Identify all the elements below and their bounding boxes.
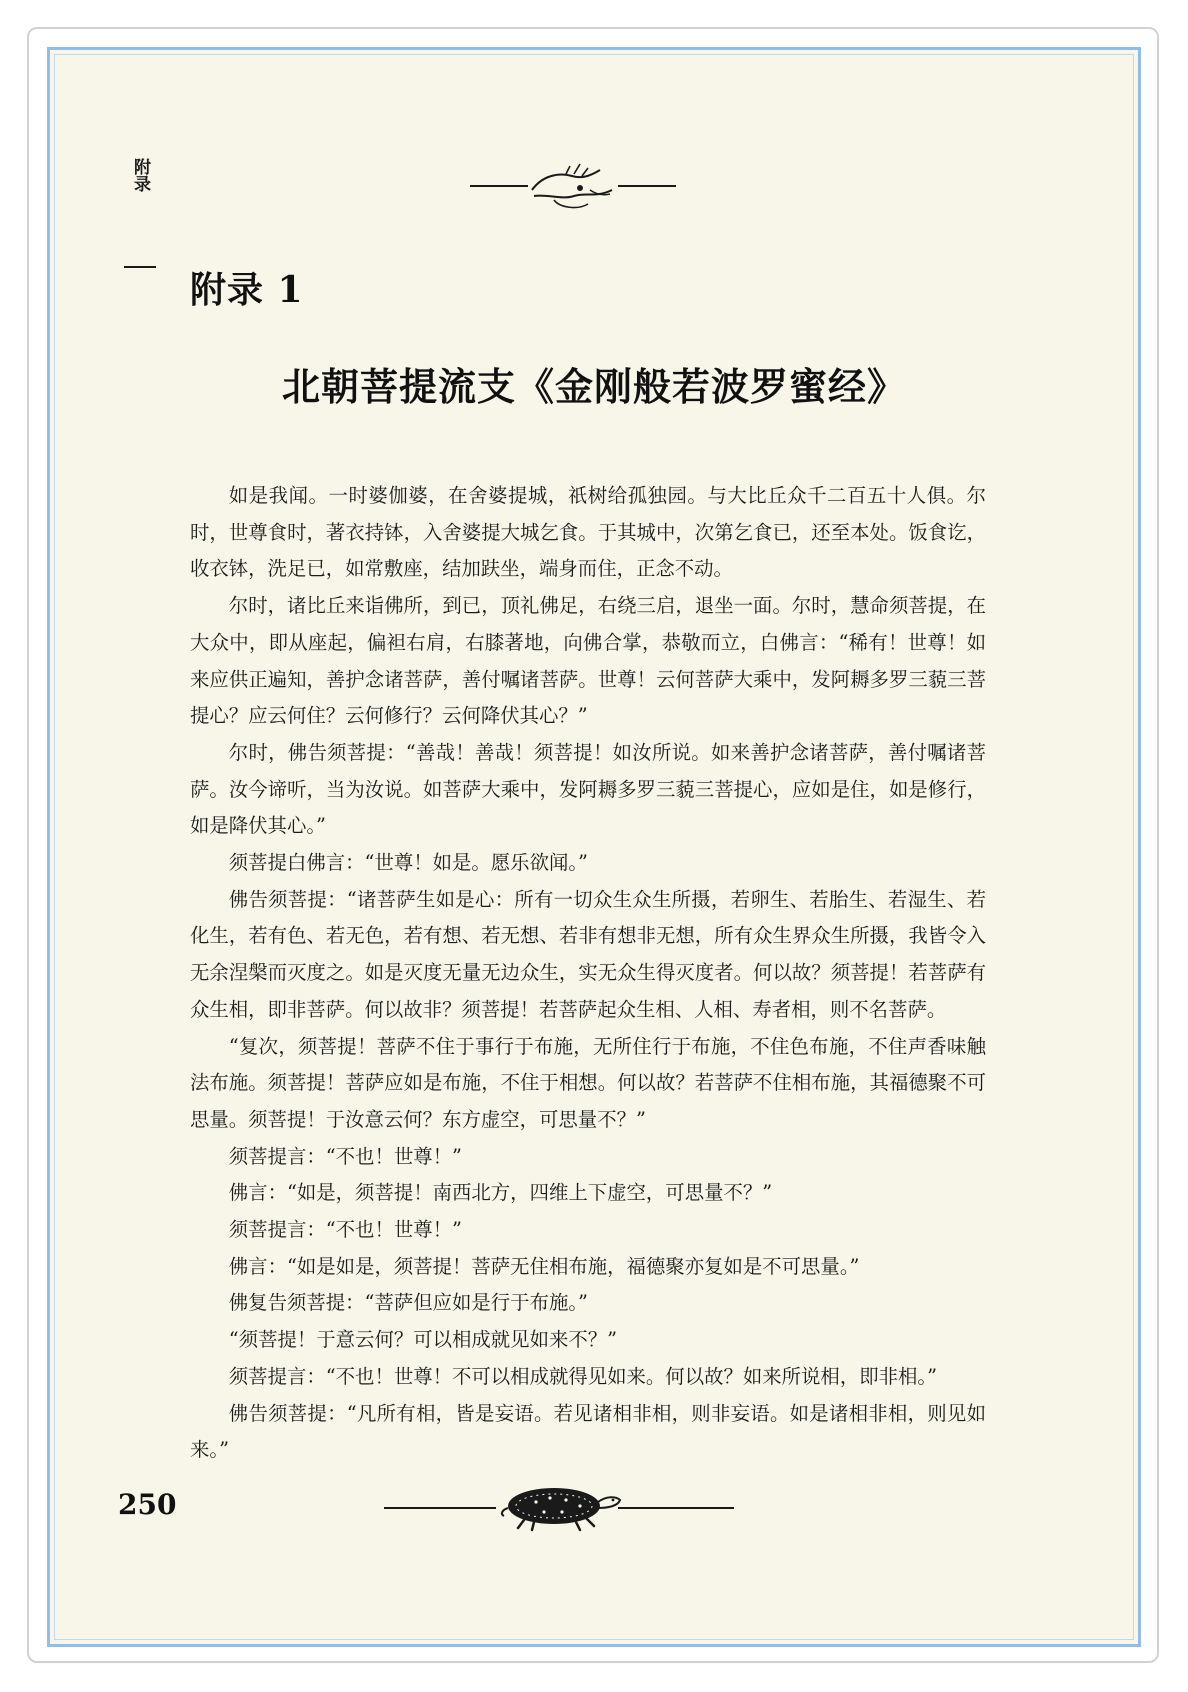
paragraph: 佛告须菩提：“诸菩萨生如是心：所有一切众生众生所摄，若卵生、若胎生、若湿生、若化生，若有色、若无色，若有想、若无想、若非有想非无想，所有众生界众生所摄，我皆令入无余涅槃而灭度之。如是灭度无量无边众生，实无众生得灭度者。何以故？须菩提！若菩萨有众生相，即非菩萨。何以故非？须菩提！若菩萨起众生相、人相、寿者相，则不名菩萨。 — [190, 887, 986, 1021]
paragraph: 如是我闻。一时婆伽婆，在舍婆提城，祇树给孤独园。与大比丘众千二百五十人俱。尔时，世尊食时，著衣持钵，入舍婆提大城乞食。于其城中，次第乞食已，还至本处。饭食讫，收衣钵，洗足已，如常敷座，结加趺坐，端身而住，正念不动。 — [190, 484, 986, 581]
page-number: 250 — [118, 1488, 177, 1521]
hands-ornament-icon — [470, 160, 676, 212]
paragraph: 佛言：“如是如是，须菩提！菩萨无住相布施，福德聚亦复如是不可思量。” — [228, 1254, 860, 1278]
paragraph: 尔时，诸比丘来诣佛所，到已，顶礼佛足，右绕三启，退坐一面。尔时，慧命须菩提，在大众中，即从座起，偏袒右肩，右膝著地，向佛合掌，恭敬而立，白佛言：“稀有！世尊！如来应供正遍知，善护念诸菩萨，善付嘱诸菩萨。世尊！云何菩萨大乘中，发阿耨多罗三藐三菩提心？应云何住？云何修行？云何降伏其心？” — [190, 594, 986, 728]
page-title: 北朝菩提流支《金刚般若波罗蜜经》 — [281, 364, 906, 409]
side-tab-label: 附录 — [130, 158, 150, 192]
appendix-label: 附录 1 — [190, 269, 304, 311]
paragraph: “须菩提！于意云何？可以相成就见如来不？” — [228, 1328, 618, 1352]
paragraph: 须菩提言：“不也！世尊！” — [228, 1218, 462, 1242]
paragraph: 佛告须菩提：“凡所有相，皆是妄语。若见诸相非相，则非妄语。如是诸相非相，则见如来。” — [190, 1401, 986, 1462]
paragraph: 佛言：“如是，须菩提！南西北方，四维上下虚空，可思量不？” — [228, 1181, 773, 1205]
paragraph: 须菩提言：“不也！世尊！” — [228, 1144, 462, 1168]
paragraph: 尔时，佛告须菩提：“善哉！善哉！须菩提！如汝所说。如来善护念诸菩萨，善付嘱诸菩萨。汝今谛听，当为汝说。如菩萨大乘中，发阿耨多罗三藐三菩提心，应如是住，如是修行，如是降伏其心。” — [190, 740, 986, 838]
paragraph: 须菩提白佛言：“世尊！如是。愿乐欲闻。” — [228, 851, 588, 875]
paragraph: 须菩提言：“不也！世尊！不可以相成就得见如来。何以故？如来所说相，即非相。” — [228, 1364, 937, 1388]
paragraph: “复次，须菩提！菩萨不住于事行于布施，无所住行于布施，不住色布施，不住声香味触法布施。须菩提！菩萨应如是布施，不住于相想。何以故？若菩萨不住相布施，其福德聚不可思量。须菩提！于汝意云何？东方虚空，可思量不？” — [190, 1034, 986, 1131]
paragraph: 佛复告须菩提：“菩萨但应如是行于布施。” — [228, 1291, 588, 1315]
turtle-ornament-icon — [384, 1478, 734, 1532]
side-tab-dash — [124, 266, 156, 268]
body-text — [190, 478, 986, 1469]
